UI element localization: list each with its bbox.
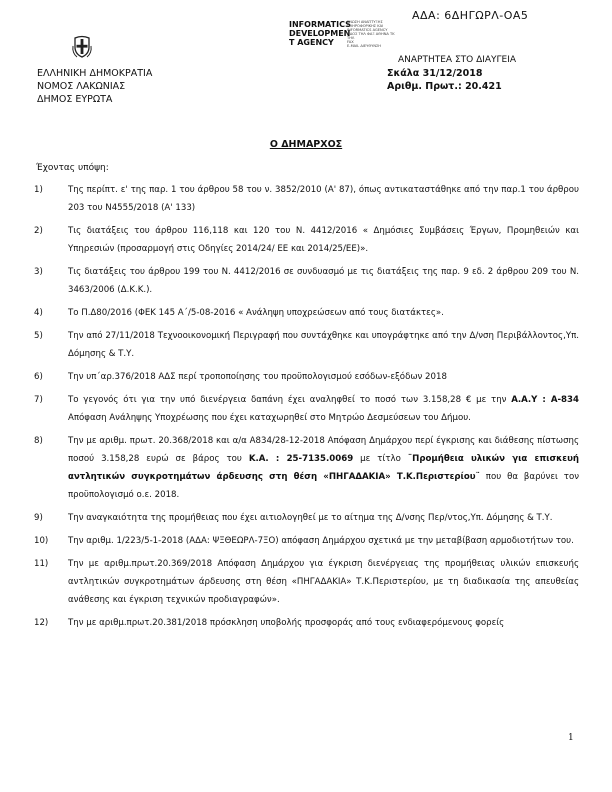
- list-item: 3) Τις διατάξεις του άρθρου 199 του Ν. 4412/2016 σε συνδυασμό με τις διατάξεις της παρ. 9 εδ. 2 άρθρου 209 του Ν. 3463/2006 (Δ.Κ.Κ.).: [34, 267, 579, 295]
- list-item: 8) Την με αριθμ. πρωτ. 20.368/2018 και α/α Α834/28-12-2018 Απόφαση Δημάρχου περί έγκρισης και διάθεσης πίστωσης ποσού 3.158,28 ευρώ σε βάρος του Κ.Α. : 25-7135.0069 με τίτλο ¨Προμήθεια υλικών για επισκευή αντλητικών συγκροτημάτων άρδευσης στη θέση «ΠΗΓΑΔΑΚΙΑ» Τ.Κ.Περιστερίου¨ που θα βαρύνει τον προϋπολογισμό ο.ε. 2018.: [34, 436, 580, 500]
- considerations-list: [34, 181, 579, 637]
- issuer-block: ΕΛΛΗΝΙΚΗ ΔΗΜΟΚΡΑΤΙΑ ΝΟΜΟΣ ΛΑΚΩΝΙΑΣ ΔΗΜΟΣ ΕΥΡΩΤΑ: [37, 68, 153, 105]
- list-item: 4) Το Π.Δ80/2016 (ΦΕΚ 145 Α΄/5-08-2016 « Ανάληψη υποχρεώσεων από τους διατάκτες».: [34, 308, 444, 318]
- ada-code: ΑΔΑ: 6ΔΗΓΩΡΛ-ΟΑ5: [412, 9, 529, 22]
- intro-text: Έχοντας υπόψη:: [36, 163, 109, 173]
- list-item: 9) Την αναγκαιότητα της προμήθειας που έχει αιτιολογηθεί με το αίτημα της Δ/νσης Περ/ντος,Υπ. Δόμησης & Τ.Υ.: [34, 513, 553, 523]
- document-title: Ο ΔΗΜΑΡΧΟΣ: [269, 139, 343, 150]
- date-protocol-block: Σκάλα 31/12/2018 Αριθμ. Πρωτ.: 20.421: [387, 68, 502, 92]
- list-item: 12) Την με αριθμ.πρωτ.20.381/2018 πρόσκληση υποβολής προσφοράς από τους ενδιαφερόμενους φορείς: [34, 618, 505, 628]
- list-item: 2) Τις διατάξεις του άρθρου 116,118 και 120 του Ν. 4412/2016 « Δημόσιες Συμβάσεις Έργων, Προμηθειών και Υπηρεσιών (προσαρμογή στις Οδηγίες 2014/24/ ΕΕ και 2014/25/ΕΕ)».: [34, 226, 579, 254]
- page-number: 1: [568, 733, 574, 743]
- list-item: 7) Το γεγονός ότι για την υπό διενέργεια δαπάνη έχει αναληφθεί το ποσό των 3.158,28 € με την Α.Α.Υ : Α-834 Απόφαση Ανάληψης Υποχρέωσης που έχει καταχωρηθεί στο Μητρώο Δεσμεύσεων του Δήμου.: [34, 395, 579, 423]
- list-item: 10) Την αριθμ. 1/223/5-1-2018 (ΑΔΑ: ΨΞΘΕΩΡΛ-7ΞΟ) απόφαση Δημάρχου σχετικά με την μεταβίβαση αρμοδιοτήτων του.: [34, 536, 574, 546]
- posting-note: ΑΝΑΡΤΗΤΕΑ ΣΤΟ ΔΙΑΥΓΕΙΑ: [398, 55, 517, 65]
- list-item: 6) Την υπ΄αρ.376/2018 ΑΔΣ περί τροποποίησης του προϋπολογισμού εσόδων-εξόδων 2018: [34, 372, 447, 382]
- agency-fine-print: ΕΝΩΣΗ ΑΝΑΠΤΥΞΗΣ ΠΛΗΡΟΦΟΡΙΚΗΣ ΚΑΙ INFORMATICS AGENCY ΟΔΟΣ ΤΗΛ ΦΑΞ ΑΘΗΝΑ ΤΚ ΤΗΛ FAX E-MAIL ΔΙΕΥΘΥΝΣΗ: [347, 20, 395, 48]
- greek-coat-of-arms-icon: [71, 35, 93, 59]
- list-item: 11) Την με αριθμ.πρωτ.20.369/2018 Απόφαση Δημάρχου για έγκριση διενέργειας της προμήθειας υλικών επισκευής αντλητικών συγκροτημάτων άρδευσης στη θέση «ΠΗΓΑΔΑΚΙΑ» Τ.Κ.Περιστερίου, με τη διαδικασία της απευθείας ανάθεσης και έγκριση τεχνικών προδιαγραφών».: [34, 559, 579, 605]
- list-item: 1) Της περίπτ. ε' της παρ. 1 του άρθρου 58 του ν. 3852/2010 (Α' 87), όπως αντικαταστάθηκε από την παρ.1 του άρθρου 203 του Ν4555/2018 (Α' 133): [34, 185, 579, 213]
- agency-logo-text: INFORMATICS DEVELOPMEN T AGENCY: [289, 20, 351, 47]
- list-item: 5) Την από 27/11/2018 Τεχνοοικονομική Περιγραφή που συντάχθηκε και υπογράφτηκε από την Δ/νση Περιβάλλοντος,Υπ. Δόμησης & Τ.Υ.: [34, 331, 579, 359]
